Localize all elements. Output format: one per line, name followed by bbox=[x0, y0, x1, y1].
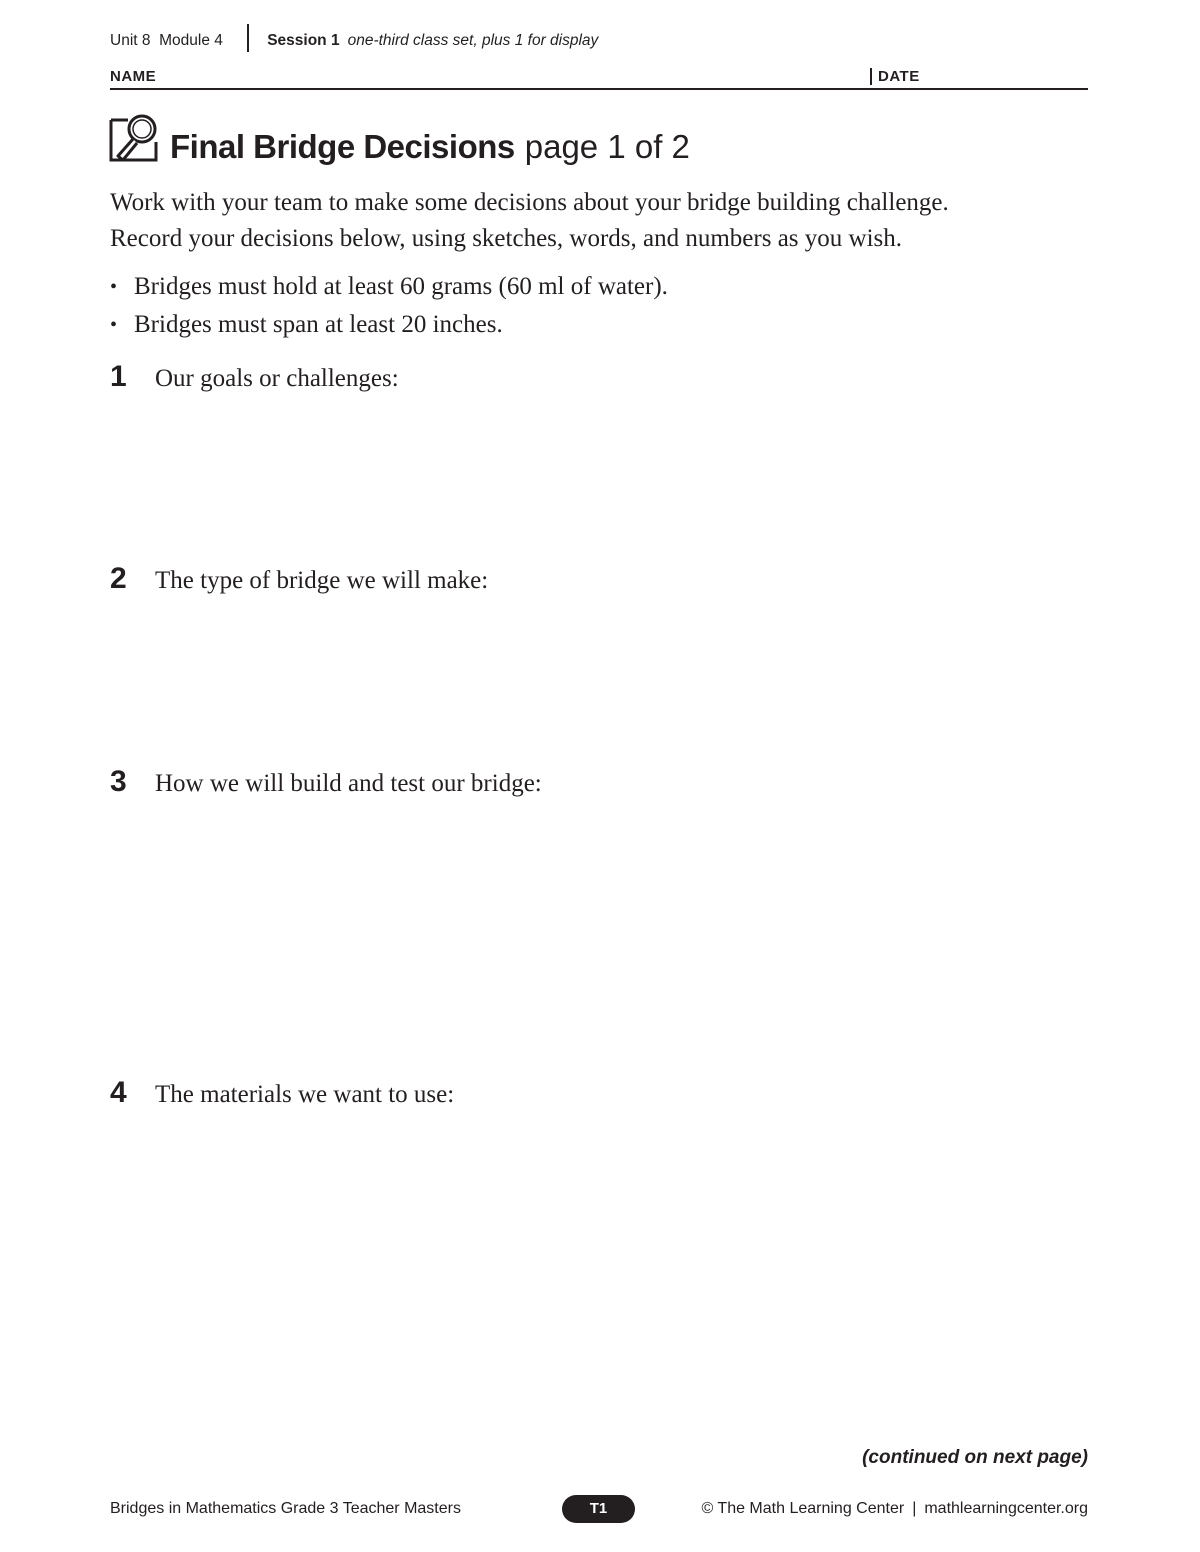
question-1 bbox=[110, 360, 399, 394]
unit-label: Unit 8 bbox=[110, 32, 151, 50]
footer-separator: | bbox=[912, 1500, 917, 1517]
question-text: The materials we want to use: bbox=[155, 1081, 455, 1108]
intro-text bbox=[110, 185, 1100, 257]
question-number: 1 bbox=[110, 360, 127, 393]
question-number: 3 bbox=[110, 765, 127, 798]
header-divider bbox=[247, 24, 249, 52]
date-label: DATE bbox=[870, 68, 920, 85]
question-2 bbox=[110, 562, 488, 596]
name-label: NAME bbox=[110, 68, 157, 85]
session-note: one-third class set, plus 1 for display bbox=[347, 32, 599, 50]
question-3 bbox=[110, 765, 542, 799]
intro-line-2: Record your decisions below, using sketches, words, and numbers as you wish. bbox=[110, 225, 903, 252]
footer-credits bbox=[701, 1500, 1088, 1518]
page-title bbox=[170, 128, 690, 166]
module-label: Module 4 bbox=[159, 32, 223, 50]
requirement-item: • Bridges must span at least 20 inches. bbox=[110, 306, 668, 344]
question-number: 2 bbox=[110, 562, 127, 595]
question-text: How we will build and test our bridge: bbox=[155, 770, 542, 797]
title-page: page 1 of 2 bbox=[524, 128, 690, 165]
intro-line-1: Work with your team to make some decisions about your bridge building challenge. bbox=[110, 189, 949, 216]
question-4 bbox=[110, 1076, 454, 1110]
footer-copyright: © The Math Learning Center bbox=[701, 1500, 905, 1517]
requirements-list bbox=[110, 268, 668, 344]
page-badge: T1 bbox=[562, 1495, 635, 1523]
session-label: Session 1 bbox=[267, 32, 340, 50]
page-header bbox=[110, 27, 598, 55]
question-text: The type of bridge we will make: bbox=[155, 567, 489, 594]
name-date-bar bbox=[110, 68, 1088, 90]
question-number: 4 bbox=[110, 1076, 127, 1109]
question-text: Our goals or challenges: bbox=[155, 365, 399, 392]
requirement-item: • Bridges must hold at least 60 grams (60 ml of water). bbox=[110, 268, 668, 306]
footer-publication: Bridges in Mathematics Grade 3 Teacher Masters bbox=[110, 1500, 461, 1517]
title-main: Final Bridge Decisions bbox=[170, 128, 515, 165]
magnifier-icon bbox=[108, 112, 160, 164]
footer-website: mathlearningcenter.org bbox=[924, 1500, 1088, 1517]
continued-note: (continued on next page) bbox=[862, 1447, 1088, 1468]
